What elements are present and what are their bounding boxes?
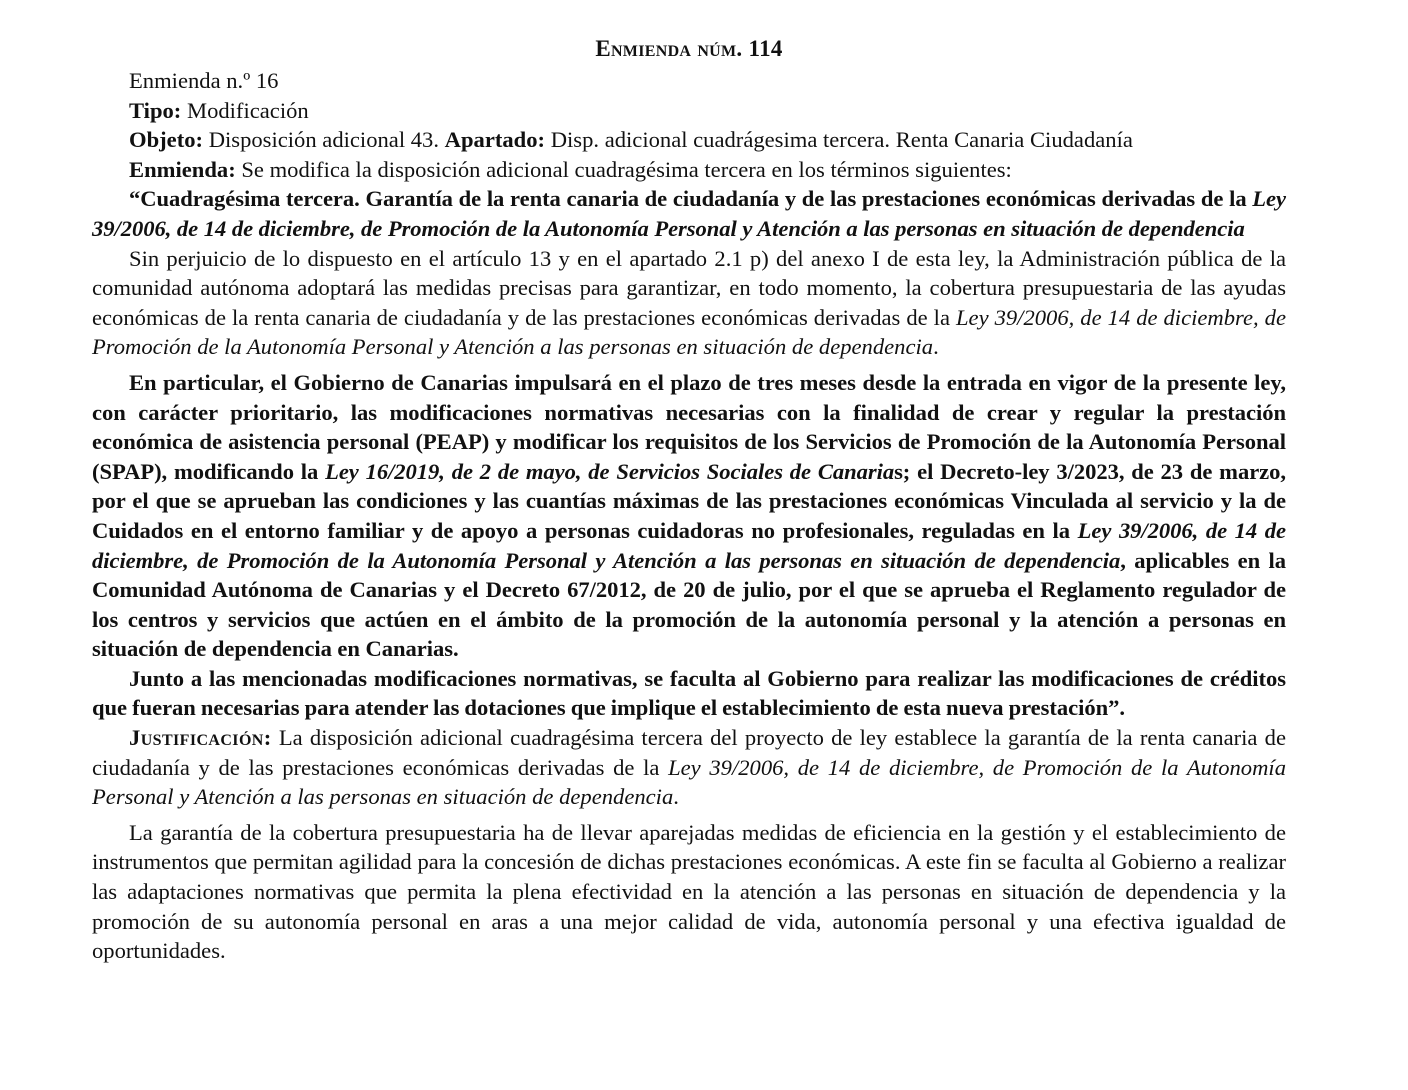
object-value: Disposición adicional 43. bbox=[203, 127, 445, 153]
paragraph-2-law-b: Ley 39/2006, de 14 de diciembre, de Promoción de la Autonomía Personal y Atención a las personas en situación de dependencia bbox=[92, 517, 1287, 573]
type-value: Modificación bbox=[181, 97, 309, 123]
justification bbox=[92, 723, 1286, 812]
paragraph-2-text-a: En particular, el Gobierno de Canarias impulsará en el plazo de tres meses desde la entrada en vigor de la presente ley, con carácter prioritario, las modificaciones normativas necesarias con la finalidad de crear y regular la prestación económica de asistencia personal (PEAP) y modificar los requisitos de los Servicios de Promoción de la Autonomía Personal (SPAP), modificando la bbox=[92, 369, 1286, 484]
paragraph-2-text-b: s; el Decreto-ley 3/2023, de 23 de marzo, por el que se aprueban las condiciones y las cuantías máximas de las prestaciones económicas Vinculada al servicio y la de Cuidados en el entorno familiar y de apoyo a personas cuidadoras no profesionales, reguladas en la bbox=[92, 458, 1287, 543]
object-label: Objeto: bbox=[129, 127, 204, 153]
paragraph-3: Junto a las mencionadas modificaciones normativas, se faculta al Gobierno para realizar las modificaciones de créditos que fueran necesarias para atender las dotaciones que implique el establecimiento de esta nueva prestación”. bbox=[92, 665, 1286, 721]
paragraph-2-law-a: Ley 16/2019, de 2 de mayo, de Servicios Sociales de Canaria bbox=[325, 458, 895, 484]
amendment-value: Se modifica la disposición adicional cuadragésima tercera en los términos siguientes: bbox=[235, 156, 1012, 182]
provision-heading bbox=[92, 184, 1286, 243]
amendment-number: Enmienda n.º 16 bbox=[129, 68, 279, 93]
amendment-object bbox=[92, 125, 1286, 155]
provision-heading-law: Ley 39/2006, de 14 de diciembre, de Promoción de la Autonomía Personal y Atención a las personas en situación de dependencia bbox=[92, 186, 1286, 241]
provision-heading-text: “Cuadragésima tercera. Garantía de la renta canaria de ciudadanía y de las prestaciones económicas derivadas de la bbox=[129, 186, 1253, 212]
paragraph-2 bbox=[92, 368, 1286, 664]
justification-law: Ley 39/2006, de 14 de diciembre, de Promoción de la Autonomía Personal y Atención a las personas en situación de dependencia bbox=[92, 754, 1286, 810]
amendment-label: Enmienda: bbox=[129, 156, 236, 182]
paragraph-1 bbox=[92, 244, 1286, 362]
amendment-title: Enmienda núm. 114 bbox=[595, 36, 783, 61]
amendment-type bbox=[92, 96, 1286, 126]
section-label: Apartado: bbox=[444, 127, 546, 153]
amendment-description bbox=[92, 155, 1286, 185]
justification-label: Justificación: bbox=[129, 725, 272, 751]
paragraph-1-end: . bbox=[933, 334, 939, 360]
paragraph-4: La garantía de la cobertura presupuestaria ha de llevar aparejadas medidas de eficiencia en la gestión y el establecimiento de instrumentos que permitan agilidad para la concesión de dichas prestaciones económicas. A este fin se faculta al Gobierno a realizar las adaptaciones normativas que permita la plena efectividad en la atención a las personas en situación de dependencia y la promoción de su autonomía personal en aras a una mejor calidad de vida, autonomía personal y una efectiva igualdad de oportunidades. bbox=[92, 819, 1286, 964]
type-label: Tipo: bbox=[129, 97, 182, 123]
justification-end: . bbox=[673, 784, 679, 810]
justification-text: La disposición adicional cuadragésima tercera del proyecto de ley establece la garantía de la renta canaria de ciudadanía y de las prestaciones económicas derivadas de la bbox=[92, 725, 1286, 780]
paragraph-1-text: Sin perjuicio de lo dispuesto en el artículo 13 y en el apartado 2.1 p) del anexo I de esta ley, la Administración pública de la comunidad autónoma adoptará las medidas precisas para garantizar, en todo momento, la cobertura presupuestaria de las ayudas económicas de la renta canaria de ciudadanía y de las prestaciones económicas derivadas de la bbox=[92, 245, 1286, 330]
document-page bbox=[92, 34, 1286, 966]
section-value: Disp. adicional cuadrágesima tercera. Renta Canaria Ciudadanía bbox=[545, 127, 1133, 153]
paragraph-1-law: Ley 39/2006, de 14 de diciembre, de Promoción de la Autonomía Personal y Atención a las personas en situación de dependencia bbox=[92, 304, 1286, 360]
paragraph-2-text-c: , aplicables en la Comunidad Autónoma de Canarias y el Decreto 67/2012, de 20 de julio, por el que se aprueba el Reglamento regulador de los centros y servicios que actúen en el ámbito de la promoción de la autonomía personal y la atención a personas en situación de dependencia en Canarias. bbox=[92, 547, 1286, 662]
